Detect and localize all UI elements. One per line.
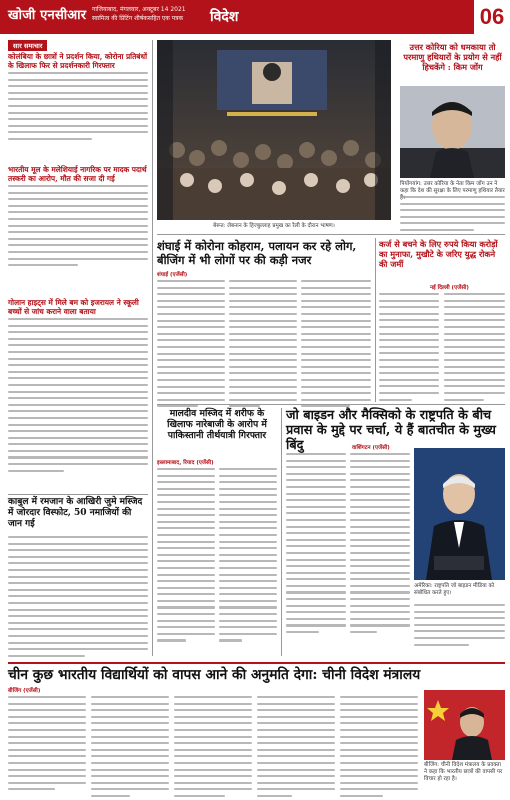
biden-body-col1 xyxy=(286,453,346,638)
china-headline: चीन कुछ भारतीय विद्यार्थियों को वापस आने की अनुमति देगा: चीनी विदेश मंत्रालय xyxy=(8,662,505,684)
karz-body-col1 xyxy=(379,293,439,405)
column-divider xyxy=(152,40,153,656)
maldives-body-col1 xyxy=(157,468,215,646)
biden-body-col2 xyxy=(350,453,410,638)
dateline xyxy=(92,5,186,23)
brief-body xyxy=(8,185,148,266)
maldives-byline: इस्लामाबाद, रियाद (एजेंसी) xyxy=(157,460,214,466)
china-body-col2 xyxy=(91,696,169,800)
briefs-label: सार समाचार xyxy=(8,40,47,51)
biden-byline: वाशिंगटन (एजेंसी) xyxy=(352,445,390,451)
shanghai-body-col2 xyxy=(229,280,297,412)
maldives-body-col2 xyxy=(219,468,277,646)
divider xyxy=(8,494,148,495)
china-body-col1 xyxy=(8,696,86,795)
shanghai-byline: शंघाई (एजेंसी) xyxy=(157,272,188,278)
shanghai-body-col3 xyxy=(301,280,371,412)
brief-body xyxy=(8,318,148,472)
dateline-info: स्वामित्व की प्रिंटिंग शीर्षकसहित एक पत्रक xyxy=(92,15,184,22)
china-byline: बीजिंग (एजेंसी) xyxy=(8,688,41,694)
brief-title: भारतीय मूल के मलेशियाई नागरिक पर मादक पदार्थ तस्करी का आरोप, मौत की सजा दी गई xyxy=(8,165,147,183)
main-photo xyxy=(157,40,391,220)
karz-byline: नई दिल्ली (एजेंसी) xyxy=(430,285,469,291)
kabul-headline: काबुल में रमजान के आखिरी जुमे मस्जिद में जोरदार विस्फोट, 50 नमाजियों की जान गई xyxy=(8,497,143,529)
karz-body-col2 xyxy=(444,293,505,405)
china-caption: बीजिंग: चीनी विदेश मंत्रालय के प्रवक्ता ने कहा कि भारतीय छात्रों की वापसी पर विचार हो रहा है। xyxy=(424,762,503,782)
brief-title: गोलान हाइट्स में मिले बम को इजरायल ने स्कूली बच्चों से जांच कराने वाला बताया xyxy=(8,298,139,316)
biden-photo xyxy=(414,448,505,580)
china-photo xyxy=(424,690,505,760)
kim-portrait-image xyxy=(400,86,505,178)
china-body-col3 xyxy=(174,696,252,800)
biden-portrait-image xyxy=(414,448,505,580)
china-spokesperson-image xyxy=(424,690,505,760)
main-photo-caption: बेरूत: लेबनान के हिज्बुल्लाह प्रमुख का रैली के दौरान भाषण। xyxy=(213,223,335,229)
brief-item xyxy=(8,165,148,271)
masthead: खोजी एनसीआर xyxy=(8,8,87,23)
kim-body xyxy=(400,196,505,236)
maldives-headline: मालदीव मस्जिद में शरीफ के खिलाफ नारेबाजी के आरोप में पाकिस्तानी तीर्थयात्री गिरफ्तार xyxy=(167,408,267,441)
column-divider xyxy=(281,408,282,656)
brief-title: कोलंबिया के छात्रों ने प्रदर्शन किया, कोरोना प्रतिबंधों के खिलाफ फिर से प्रदर्शनकारी गिरफ्तार xyxy=(8,52,147,70)
china-body-col4 xyxy=(257,696,335,800)
divider xyxy=(157,234,505,235)
biden-body-col3 xyxy=(414,604,505,650)
crowd-rally-image xyxy=(157,40,391,220)
shanghai-headline: शंघाई में कोरोना कोहराम, पलायन कर रहे लोग, बीजिंग में भी लोगों पर की कड़ी नजर xyxy=(157,239,357,267)
kim-caption: पियोंगयांग: उत्तर कोरिया के नेता किम जोंग उन ने कहा कि देश की सुरक्षा के लिए परमाणु हथियार तैयार xyxy=(400,181,505,194)
brief-item xyxy=(8,52,148,145)
page-number: 06 xyxy=(474,0,510,34)
section-title: विदेश xyxy=(210,9,239,25)
brief-body xyxy=(8,72,148,140)
shanghai-body-col1 xyxy=(157,280,225,412)
kim-photo xyxy=(400,86,505,178)
biden-caption: अमेरिका: राष्ट्रपति जो बाइडन मीडिया को संबोधित करते हुए। xyxy=(414,583,495,596)
page-header xyxy=(0,0,510,34)
column-divider xyxy=(375,238,376,402)
china-body-col5 xyxy=(340,696,418,800)
biden-headline: जो बाइडन और मैक्सिको के राष्ट्रपति के बीच प्रवास के मुद्दे पर चर्चा, ये हैं बातचीत के मुख्य बिंदु xyxy=(286,408,496,453)
divider xyxy=(157,404,505,405)
brief-item xyxy=(8,298,148,476)
karz-headline: कर्ज से बचने के लिए रुपये किया करोड़ों का मुनाफा, मुखौटे के जरिए युद्ध रोकने की जमीं xyxy=(379,239,498,269)
kabul-body xyxy=(8,536,148,661)
kim-headline: उत्तर कोरिया को धमकाया तो परमाणु हथियारों के प्रयोग से नहीं हिचकेंगे : किम जोंग xyxy=(403,42,502,72)
dateline-date: गाजियाबाद, मंगलवार, अक्टूबर 14 2021 xyxy=(92,6,186,13)
